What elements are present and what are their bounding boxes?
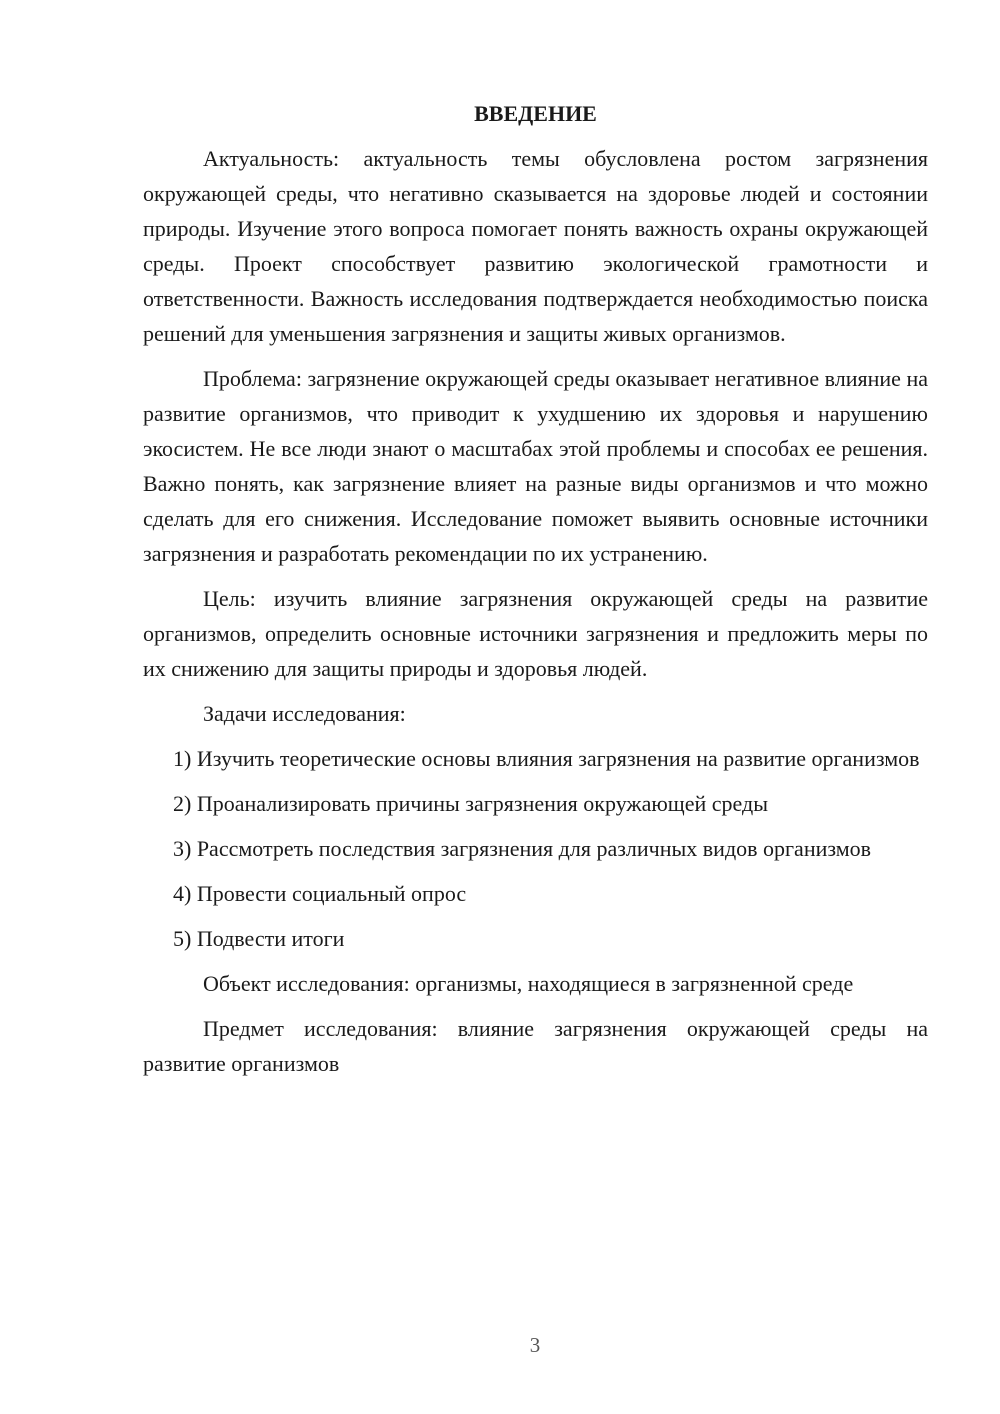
section-heading: ВВЕДЕНИЕ [474,101,597,126]
tasks-title: Задачи исследования: [203,701,406,726]
task-item-4: 4) Провести социальный опрос [173,881,467,906]
page-content [143,96,928,1091]
task-item-5: 5) Подвести итоги [173,926,345,951]
task-item-1: 1) Изучить теоретические основы влияния загрязнения на развитие организмов [173,746,920,771]
research-subject-paragraph: Предмет исследования: влияние загрязнения окружающей среды на развитие организмов [143,1016,928,1076]
research-object-paragraph: Объект исследования: организмы, находящиеся в загрязненной среде [203,971,854,996]
task-item-2: 2) Проанализировать причины загрязнения окружающей среды [173,791,768,816]
relevance-paragraph: Актуальность: актуальность темы обусловлена ростом загрязнения окружающей среды, что негативно сказывается на здоровье людей и состоянии природы. Изучение этого вопроса помогает понять важность охраны окружающей среды. Проект способствует развитию экологической грамотности и ответственности. Важность исследования подтверждается необходимостью поиска решений для уменьшения загрязнения и защиты живых организмов. [143,146,928,346]
problem-paragraph: Проблема: загрязнение окружающей среды оказывает негативное влияние на развитие организмов, что приводит к ухудшению их здоровья и нарушению экосистем. Не все люди знают о масштабах этой проблемы и способах ее решения. Важно понять, как загрязнение влияет на разные виды организмов и что можно сделать для его снижения. Исследование поможет выявить основные источники загрязнения и разработать рекомендации по их устранению. [143,366,928,566]
task-item-3: 3) Рассмотреть последствия загрязнения для различных видов организмов [173,836,872,861]
goal-paragraph: Цель: изучить влияние загрязнения окружающей среды на развитие организмов, определить основные источники загрязнения и предложить меры по их снижению для защиты природы и здоровья людей. [143,586,928,681]
page-number: 3 [529,1333,541,1357]
